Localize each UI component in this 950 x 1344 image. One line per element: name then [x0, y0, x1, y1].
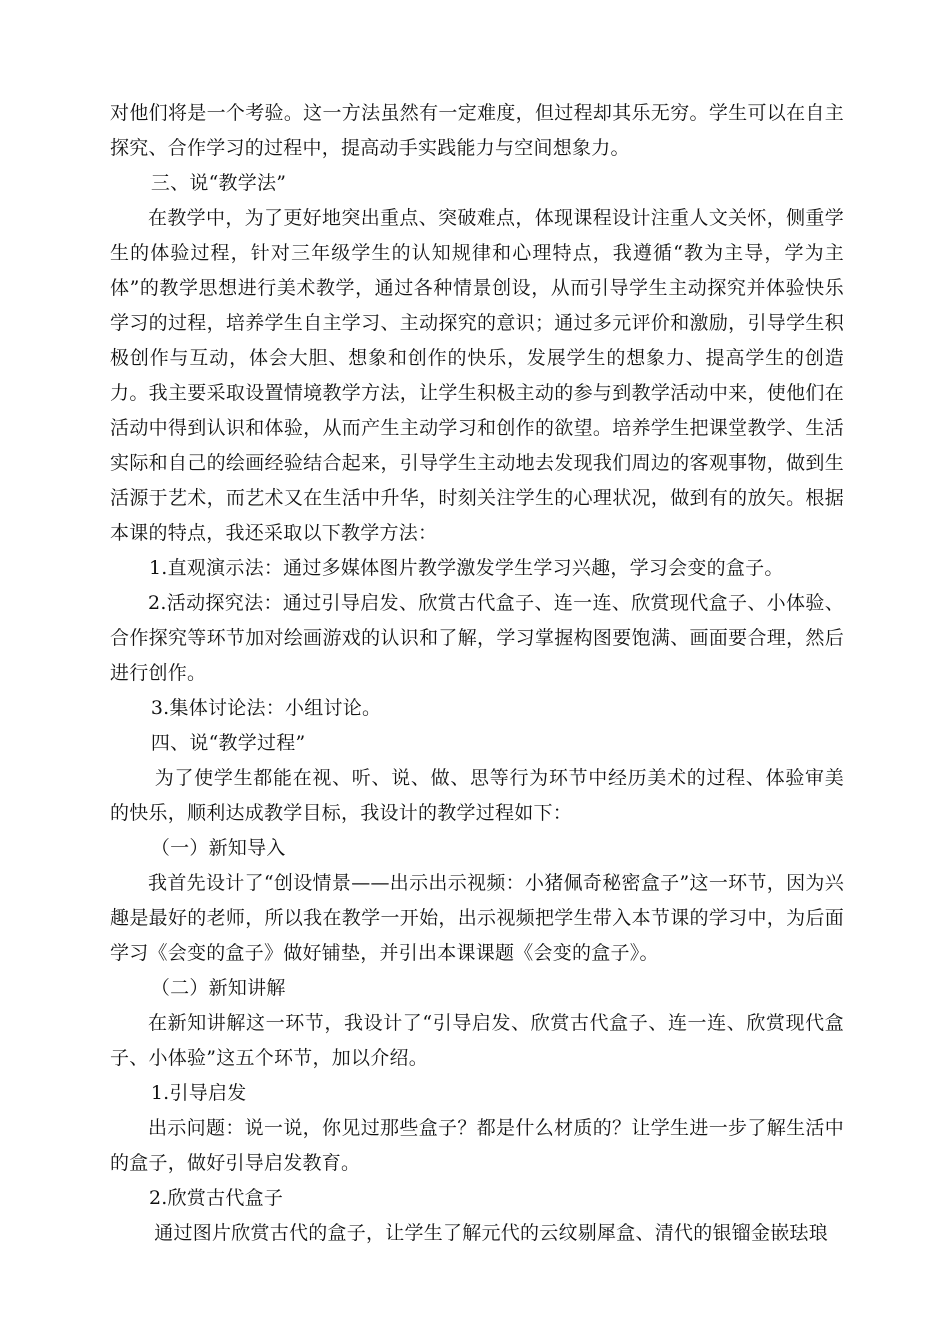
paragraph-new-knowledge-intro: 我首先设计了“创设情景——出示出示视频：小猪佩奇秘密盒子”这一环节，因为兴趣是最好的老师，所以我在教学一开始，出示视频把学生带入本节课的学习中，为后面学习《会变的盒子》做好铺垫，并引出本课课题《会变的盒子》。 [110, 872, 844, 964]
paragraph-continuation: 对他们将是一个考验。这一方法虽然有一定难度，但过程却其乐无穷。学生可以在自主探究、合作学习的过程中，提高动手实践能力与空间想象力。 [110, 102, 844, 159]
section-heading-teaching-method: 三、说“教学法” [150, 172, 287, 194]
subheading-new-knowledge-explain: （二）新知讲解 [150, 977, 286, 999]
paragraph-ancient-boxes: 通过图片欣赏古代的盒子，让学生了解元代的云纹剔犀盒、清代的银镏金嵌珐琅 [148, 1222, 829, 1244]
list-item-activity-method: 2.活动探究法：通过引导启发、欣赏古代盒子、连一连、欣赏现代盒子、小体验、合作探究等环节加对绘画游戏的认识和了解，学习掌握构图要饱满、画面要合理，然后进行创作。 [110, 592, 844, 684]
paragraph-guidance: 出示问题：说一说，你见过那些盒子？都是什么材质的？让学生进一步了解生活中的盒子，做好引导启发教育。 [110, 1117, 844, 1174]
document-page [110, 96, 844, 1251]
subheading-ancient-boxes: 2.欣赏古代盒子 [148, 1187, 284, 1209]
paragraph-teaching-method: 在教学中，为了更好地突出重点、突破难点，体现课程设计注重人文关怀，侧重学生的体验过程，针对三年级学生的认知规律和心理特点，我遵循“教为主导，学为主体”的教学思想进行美术教学，通过各种情景创设，从而引导学生主动探究并体验快乐学习的过程，培养学生自主学习、主动探究的意识；通过多元评价和激励，引导学生积极创作与互动，体会大胆、想象和创作的快乐，发展学生的想象力、提高学生的创造力。我主要采取设置情境教学方法，让学生积极主动的参与到教学活动中来，使他们在活动中得到认识和体验，从而产生主动学习和创作的欲望。培养学生把课堂教学、生活实际和自己的绘画经验结合起来，引导学生主动地去发现我们周边的客观事物，做到生活源于艺术，而艺术又在生活中升华，时刻关注学生的心理状况，做到有的放矢。根据本课的特点，我还采取以下教学方法： [110, 207, 844, 544]
paragraph-process-intro: 为了使学生都能在视、听、说、做、思等行为环节中经历美术的过程、体验审美的快乐，顺利达成教学目标，我设计的教学过程如下： [110, 767, 844, 824]
list-item-demonstration-method: 1.直观演示法：通过多媒体图片教学激发学生学习兴趣，学习会变的盒子。 [148, 557, 784, 579]
subheading-guidance: 1.引导启发 [150, 1082, 247, 1104]
list-item-discussion-method: 3.集体讨论法：小组讨论。 [150, 697, 382, 719]
section-heading-teaching-process: 四、说“教学过程” [150, 732, 306, 754]
subheading-new-knowledge-intro: （一）新知导入 [150, 837, 286, 859]
paragraph-new-knowledge-explain: 在新知讲解这一环节，我设计了“引导启发、欣赏古代盒子、连一连、欣赏现代盒子、小体验”这五个环节，加以介绍。 [110, 1012, 844, 1069]
